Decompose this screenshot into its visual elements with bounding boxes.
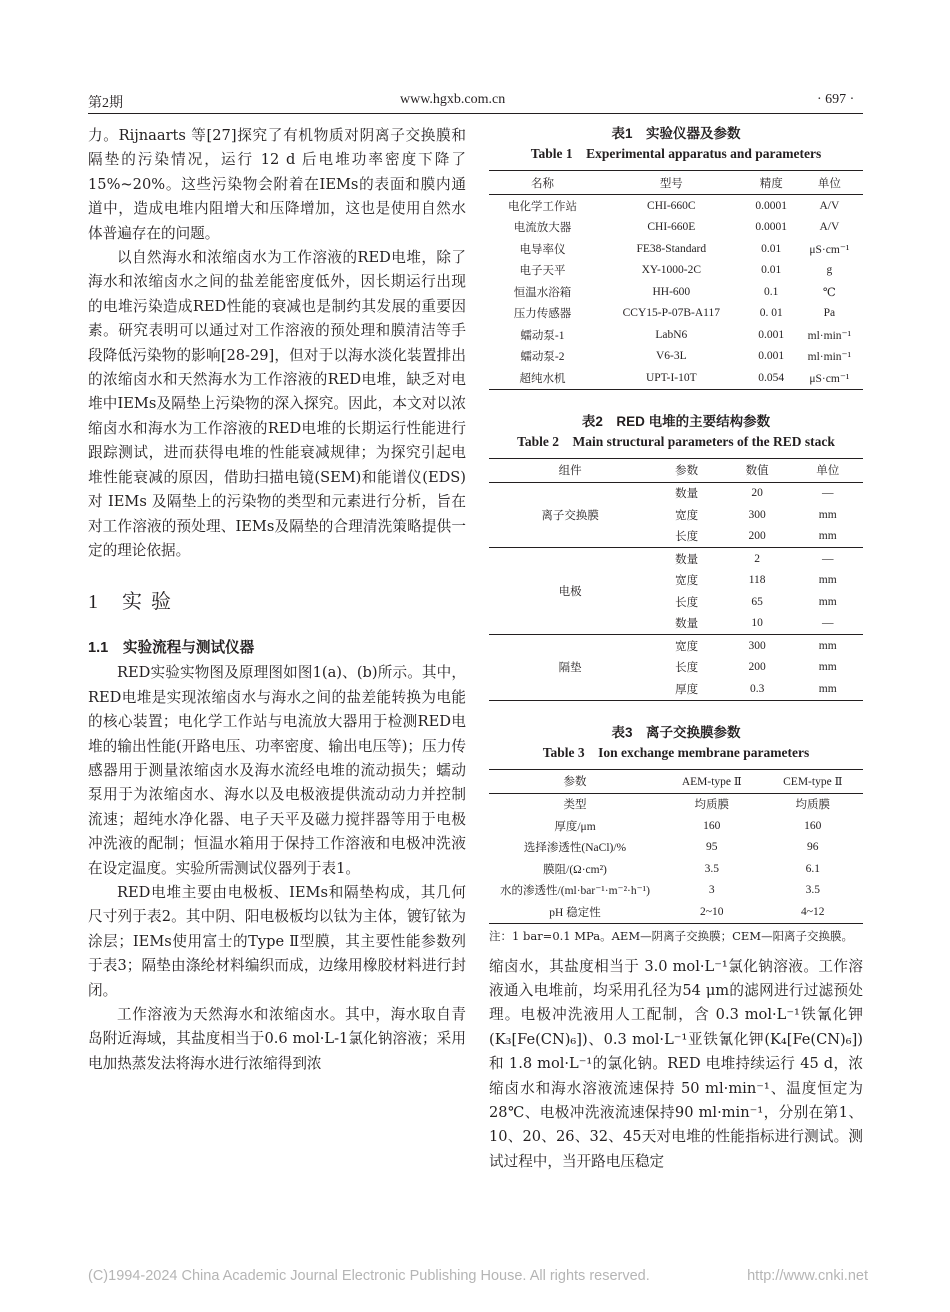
table-row xyxy=(489,324,863,346)
table-row xyxy=(489,346,863,368)
paragraph-6: 缩卤水，其盐度相当于 3.0 mol·L⁻¹氯化钠溶液。工作溶液通入电堆前，均采用孔径为54 μm的滤网进行过滤预处理。电极冲洗液用人工配制，含 0.3 mol·L⁻¹铁氰化钾(K₃[Fe(CN)₆])、0.3 mol·L⁻¹亚铁氰化钾(K₄[Fe(CN)₆])和 1.8 mol·L⁻¹的氯化钠。RED 电堆持续运行 45 d，浓缩卤水和海水溶液流速保持 50 ml·min⁻¹、温度恒定为28℃、电极冲洗液流速保持90 ml·min⁻¹，分别在第1、10、20、26、32、45天对电堆的性能指标进行测试。测试过程中，当开路电压稳定 xyxy=(489,957,863,1170)
table-row xyxy=(489,548,863,570)
right-column xyxy=(489,124,863,1174)
table-row xyxy=(489,482,863,504)
table-cell: 膜阻/(Ω·cm²) xyxy=(543,863,607,876)
table-cell: 0.01 xyxy=(761,264,782,277)
table-cell: 0.0001 xyxy=(755,199,788,212)
table-cell: mm xyxy=(818,595,837,608)
table-row xyxy=(489,880,863,902)
table-3 xyxy=(489,769,863,924)
table-3-header: CEM-type Ⅱ xyxy=(763,769,863,793)
table-cell: CHI-660E xyxy=(647,221,696,234)
table-cell: 蠕动泵-2 xyxy=(520,351,565,364)
table-1-caption-cn: 表1 实验仪器及参数 xyxy=(611,126,741,141)
table-cell: 96 xyxy=(807,841,819,854)
table-cell: 0.001 xyxy=(758,328,785,341)
table-2-header: 组件 xyxy=(489,458,651,482)
journal-issue: 第2期 xyxy=(88,96,123,111)
table-2-caption-cn: 表2 RED 电堆的主要结构参数 xyxy=(581,413,771,429)
table-cell: 200 xyxy=(748,661,766,674)
table-1 xyxy=(489,170,863,390)
footer xyxy=(88,1268,868,1284)
table-cell: 200 xyxy=(748,530,766,543)
table-group-label: 离子交换膜 xyxy=(541,509,599,522)
left-column xyxy=(88,124,466,1076)
table-cell: 160 xyxy=(703,819,721,832)
table-cell: mm xyxy=(818,661,837,674)
table-cell: 10 xyxy=(751,617,763,630)
table-row xyxy=(489,217,863,239)
table-cell: 3.5 xyxy=(805,884,820,897)
table-cell: — xyxy=(821,487,834,500)
table-row xyxy=(489,793,863,815)
page-number: · 697 · xyxy=(817,92,855,107)
table-row xyxy=(489,837,863,859)
table-cell: pH 稳定性 xyxy=(489,901,661,923)
table-cell: 选择渗透性(NaCl)/% xyxy=(523,842,627,855)
table-cell: 厚度/μm xyxy=(554,820,596,833)
table-cell: 恒温水浴箱 xyxy=(513,286,572,299)
table-cell: ℃ xyxy=(822,286,836,299)
table-cell: 0. 01 xyxy=(759,307,783,320)
table-row xyxy=(489,195,863,217)
table-cell: mm xyxy=(818,574,837,587)
table-1-caption-en: Table 1 Experimental apparatus and parameters xyxy=(530,146,822,161)
table-cell: 长度 xyxy=(675,662,699,675)
table-1-header: 精度 xyxy=(747,171,796,195)
journal-site: www.hgxb.com.cn xyxy=(400,92,506,107)
table-cell: 0.1 xyxy=(764,285,779,298)
table-cell: V6-3L xyxy=(655,350,687,363)
table-cell: 3.5 xyxy=(704,862,719,875)
table-cell: 65 xyxy=(751,595,763,608)
table-cell: HH-600 xyxy=(652,285,691,298)
table-row xyxy=(489,303,863,325)
table-cell: mm xyxy=(818,530,837,543)
table-cell: — xyxy=(821,617,834,630)
section-1-heading xyxy=(88,585,466,614)
table-cell: 3 xyxy=(708,884,715,897)
table-row xyxy=(489,238,863,260)
table-cell: mm xyxy=(792,635,863,657)
paragraph-4: RED电堆主要由电极板、IEMs和隔垫构成，其几何尺寸列于表2。其中阴、阳电极板均以钛为主体，镀钌铱为涂层；IEMs使用富士的Type Ⅱ型膜，其主要性能参数列于表3；隔垫由涤纶材料编织而成，边缘用橡胶材料进行封闭。 xyxy=(88,883,466,999)
table-cell: μS·cm⁻¹ xyxy=(796,367,863,389)
table-cell: 数量 xyxy=(651,548,722,570)
table-cell: FE38-Standard xyxy=(636,242,707,255)
table-cell: 数量 xyxy=(675,488,699,501)
table-1-header: 单位 xyxy=(796,171,863,195)
table-cell: A/V xyxy=(819,221,840,234)
table-cell: 0.054 xyxy=(747,367,796,389)
table-cell: LabN6 xyxy=(655,328,688,341)
table-cell: 宽度 xyxy=(675,575,699,588)
table-3-note: 注：1 bar=0.1 MPa。AEM—阴离子交换膜；CEM—阳离子交换膜。 xyxy=(489,928,854,943)
table-cell: g xyxy=(826,264,833,277)
table-cell: 数量 xyxy=(675,618,699,631)
table-cell: 20 xyxy=(751,487,763,500)
table-cell: 宽度 xyxy=(651,635,722,657)
table-2-header: 数值 xyxy=(722,458,793,482)
table-row xyxy=(489,260,863,282)
table-cell: 0.01 xyxy=(761,242,782,255)
table-2 xyxy=(489,458,863,701)
paragraph-3: RED实验实物图及原理图如图1(a)、(b)所示。其中，RED电堆是实现浓缩卤水与海水之间的盐差能转换为电能的核心装置；电化学工作站与电流放大器用于检测RED电堆的输出性能(开路电压、功率密度、输出电压等)；压力传感器用于测量浓缩卤水及海水流经电堆的流动损失；蠕动泵用于为浓缩卤水、海水以及电极液提供流动动力并控制流速；超纯水净化器、电子天平及磁力搅拌器等用于电极冲洗液的配制；恒温水箱用于保持工作溶液和电极冲洗液在设定温度。实验所需测试仪器列于表1。 xyxy=(88,664,466,877)
table-cell: CHI-660C xyxy=(647,199,696,212)
table-row xyxy=(489,635,863,657)
table-cell: 压力传感器 xyxy=(513,308,572,321)
table-3-header: 参数 xyxy=(489,769,661,793)
table-cell: 6.1 xyxy=(805,862,820,875)
table-group-label: 电极 xyxy=(489,548,651,635)
table-cell: 水的渗透性/(ml·bar⁻¹·m⁻²·h⁻¹) xyxy=(500,885,650,898)
table-row xyxy=(489,901,863,923)
table-1-header: 名称 xyxy=(489,171,596,195)
table-cell: 95 xyxy=(706,841,718,854)
table-cell: mm xyxy=(792,678,863,700)
table-2-caption-en: Table 2 Main structural parameters of the RED stack xyxy=(517,433,835,449)
footer-url: http://www.cnki.net xyxy=(747,1268,868,1284)
table-cell: 长度 xyxy=(675,531,699,544)
paragraph-5: 工作溶液为天然海水和浓缩卤水。其中，海水取自青岛附近海域，其盐度相当于0.6 mol·L-1氯化钠溶液；采用电加热蒸发法将海水进行浓缩得到浓 xyxy=(88,1006,466,1072)
table-cell: 0.3 xyxy=(722,678,793,700)
table-cell: 长度 xyxy=(675,596,699,609)
table-cell: 160 xyxy=(804,819,822,832)
table-row xyxy=(489,815,863,837)
table-row xyxy=(489,858,863,880)
table-3-caption-en: Table 3 Ion exchange membrane parameters xyxy=(542,744,810,760)
table-cell: 电导率仪 xyxy=(519,243,566,256)
table-cell: 超纯水机 xyxy=(489,367,596,389)
table-group-label: 隔垫 xyxy=(489,635,651,701)
table-cell: 4~12 xyxy=(763,901,863,923)
table-cell: 类型 xyxy=(563,799,587,812)
table-3-caption-cn: 表3 离子交换膜参数 xyxy=(611,724,741,740)
table-cell: CCY15-P-07B-A117 xyxy=(622,307,720,320)
table-cell: Pa xyxy=(823,307,836,320)
table-cell: XY-1000-2C xyxy=(641,264,702,277)
table-1-header: 型号 xyxy=(596,171,747,195)
table-cell: 厚度 xyxy=(651,678,722,700)
table-2-header: 参数 xyxy=(651,458,722,482)
paragraph-1: 力。Rijnaarts 等[27]探究了有机物质对阴离子交换膜和隔垫的污染情况，运行 12 d 后电堆功率密度下降了 15%~20%。这些污染物会附着在IEMs的表面和膜内通道中，造成电堆内阻增大和压降增加，这也是使用自然水体普遍存在的问题。 xyxy=(88,127,466,242)
table-cell: UPT-I-10T xyxy=(596,367,747,389)
table-3-header: AEM-type Ⅱ xyxy=(661,769,763,793)
table-cell: 均质膜 xyxy=(795,799,831,812)
table-row xyxy=(489,367,863,389)
table-cell: 118 xyxy=(748,574,766,587)
table-cell: 0.0001 xyxy=(755,221,788,234)
table-cell: ml·min⁻¹ xyxy=(807,329,852,342)
footer-copyright: (C)1994-2024 China Academic Journal Electronic Publishing House. All rights reserved. xyxy=(88,1268,650,1284)
table-cell: 电子天平 xyxy=(519,265,566,278)
table-cell: 宽度 xyxy=(675,509,699,522)
table-cell: 300 xyxy=(722,635,793,657)
table-2-header: 单位 xyxy=(792,458,863,482)
table-cell: A/V xyxy=(819,199,840,212)
table-cell: μS·cm⁻¹ xyxy=(809,243,850,256)
table-cell: — xyxy=(792,548,863,570)
section-1-1-heading: 1.1 实验流程与测试仪器 xyxy=(88,640,255,657)
table-cell: 300 xyxy=(748,508,766,521)
section-1-number: 1 xyxy=(88,591,100,614)
table-cell: mm xyxy=(818,508,837,521)
table-cell: 电化学工作站 xyxy=(507,200,577,213)
table-cell: ml·min⁻¹ xyxy=(807,351,852,364)
header-rule xyxy=(88,113,863,114)
paragraph-2: 以自然海水和浓缩卤水为工作溶液的RED电堆，除了海水和浓缩卤水之间的盐差能密度低外，因长期运行出现的电堆污染造成RED性能的衰减也是制约其发展的重要因素。研究表明可以通过对工作溶液的预处理和膜清洁等手段降低污染物的影响[28-29]，但对于以海水淡化装置排出的浓缩卤水和天然海水为工作溶液的RED电堆，缺乏对电堆中IEMs及隔垫上污染物的深入探究。因此，本文对以浓缩卤水和海水为工作溶液的RED电堆的长期运行性能进行跟踪测试，进而获得电堆的性能衰减规律；为探究引起电堆性能衰减的原因，借助扫描电镜(SEM)和能谱仪(EDS)对 IEMs 及隔垫上的污染物的类型和元素进行分析，旨在对工作溶液的预处理、IEMs及隔垫的合理清洗策略提供一定的理论依据。 xyxy=(88,249,466,559)
table-cell: 均质膜 xyxy=(694,799,730,812)
section-1-title: 实 验 xyxy=(122,591,173,614)
table-row xyxy=(489,281,863,303)
table-cell: 电流放大器 xyxy=(513,222,572,235)
table-cell: 2 xyxy=(722,548,793,570)
table-cell: 蠕动泵-1 xyxy=(520,329,565,342)
table-cell: 2~10 xyxy=(661,901,763,923)
table-cell: 0.001 xyxy=(758,350,785,363)
